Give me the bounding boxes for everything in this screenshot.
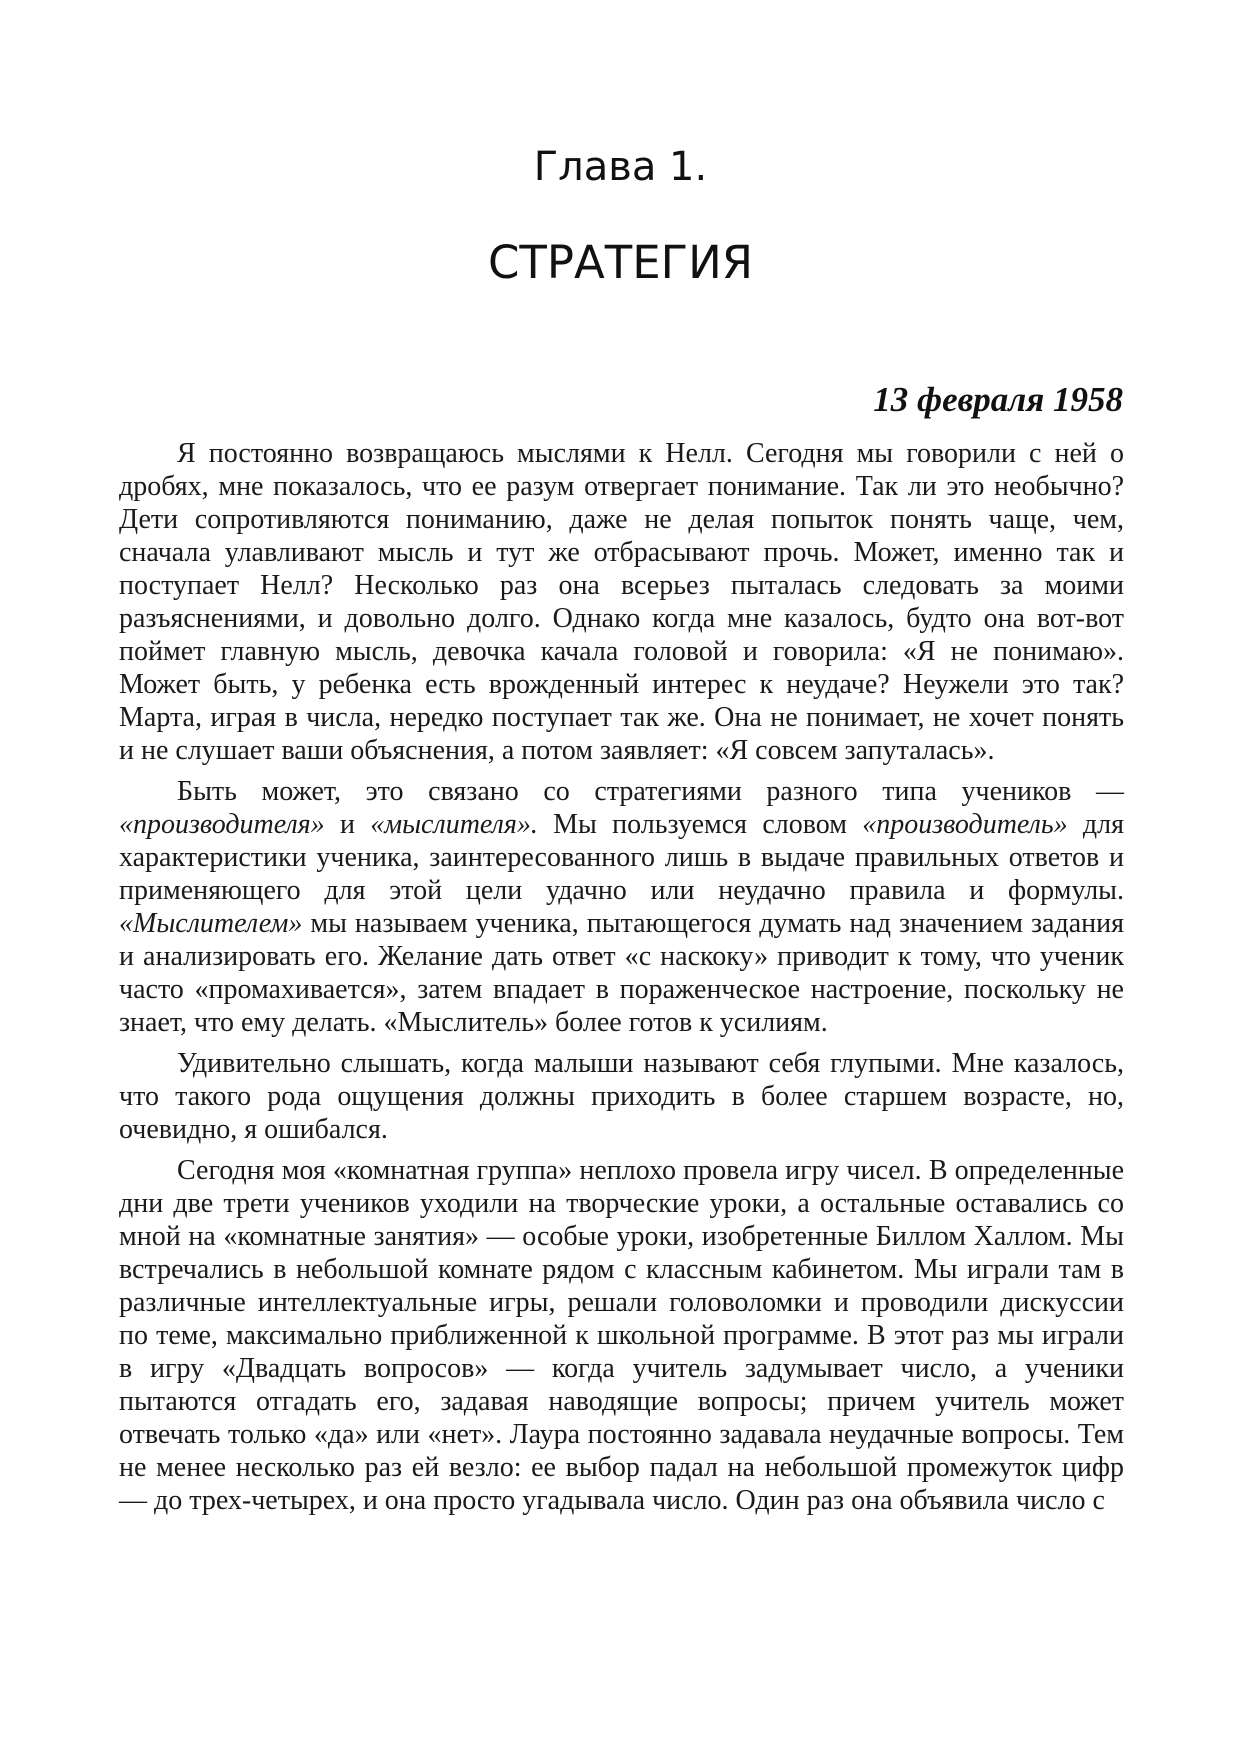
paragraph-2-text-3: Мы пользуемся словом [537, 809, 863, 840]
term-producer-2: «производитель» [862, 809, 1068, 840]
paragraph-1: Я постоянно возвращаюсь мыслями к Нелл. Сегодня мы говорили с ней о дробях, мне показалось, что ее разум отвергает понимание. Так ли это необычно? Дети сопротивляются пониманию, даже не делая попыток понять чаще, чем, сначала улавливают мысль и тут же отбрасывают прочь. Может, именно так и поступает Нелл? Несколько раз она всерьез пыталась следовать за моими разъяснениями, и довольно долго. Однако когда мне казалось, будто она вот-вот поймет главную мысль, девочка качала головой и говорила: «Я не понимаю». Может быть, у ребенка есть врожденный интерес к неудаче? Неужели это так? Марта, играя в числа, нередко поступает так же. Она не понимает, не хочет понять и не слушает ваши объяснения, а потом заявляет: «Я совсем запуталась». [119, 438, 1124, 766]
body-text [119, 437, 1124, 1525]
paragraph-2 [119, 775, 1124, 1039]
paragraph-3: Удивительно слышать, когда малыши называют себя глупыми. Мне казалось, что такого рода ощущения должны приходить в более старшем возрасте, но, очевидно, я ошибался. [119, 1048, 1124, 1145]
chapter-label: Глава 1. [533, 144, 708, 190]
paragraph-2-text-5: мы называем ученика, пытающегося думать над значением задания и анализировать его. Желание дать ответ «с наскоку» приводит к тому, что ученик часто «промахивается», затем впадает в пораженческое настроение, поскольку не знает, что ему делать. «Мыслитель» более готов к усилиям. [119, 908, 1124, 1038]
entry-date: 13 февраля 1958 [873, 380, 1123, 419]
paragraph-2-text-4: для характеристики ученика, заинтересованного лишь в выдаче правильных ответов и применяющего для этой цели удачно или неудачно правила и формулы. [119, 809, 1124, 906]
paragraph-2-text-1: Быть может, это связано со стратегиями разного типа учеников — [177, 776, 1124, 807]
term-thinker: «мыслителя». [370, 809, 538, 840]
paragraph-4: Сегодня моя «комнатная группа» неплохо провела игру чисел. В определенные дни две трети учеников уходили на творческие уроки, а остальные оставались со мной на «комнатные занятия» — особые уроки, изобретенные Биллом Халлом. Мы встречались в небольшой комнате рядом с классным кабинетом. Мы играли там в различные интеллектуальные игры, решали головоломки и проводили дискуссии по теме, максимально приближенной к школьной программе. В этот раз мы играли в игру «Двадцать вопросов» — когда учитель задумывает число, а ученики пытаются отгадать его, задавая наводящие вопросы; причем учитель может отвечать только «да» или «нет». Лаура постоянно задавала неудачные вопросы. Тем не менее несколько раз ей везло: ее выбор падал на небольшой промежуток цифр — до трех-четырех, и она просто угадывала число. Один раз она объявила число с [119, 1155, 1124, 1516]
term-thinker-2: «Мыслителем» [119, 908, 303, 939]
paragraph-2-text-2: и [324, 809, 371, 840]
chapter-title: СТРАТЕГИЯ [487, 236, 754, 289]
term-producer: «производителя» [119, 809, 325, 840]
